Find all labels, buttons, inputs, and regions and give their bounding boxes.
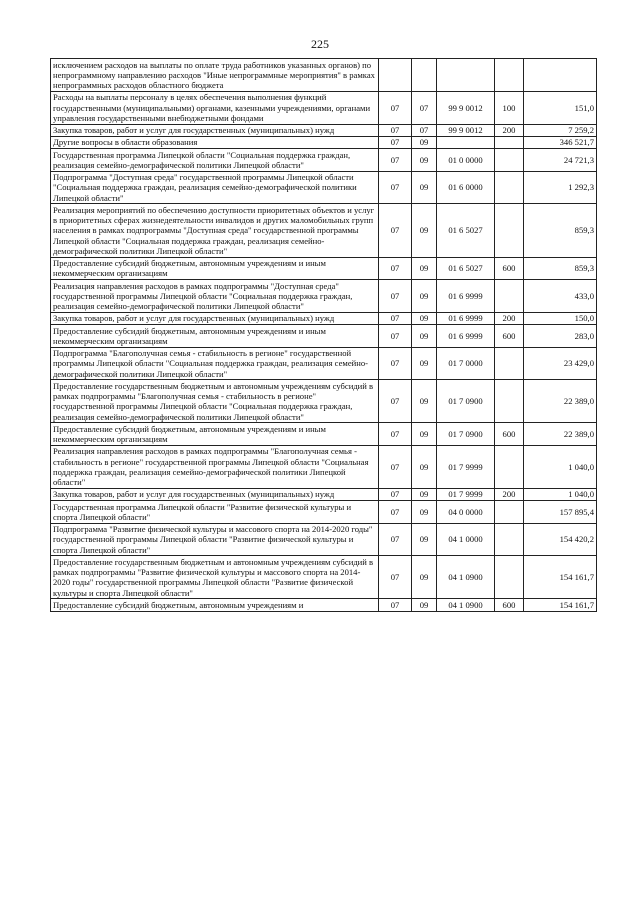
target-article-code-cell: 01 6 9999 bbox=[437, 280, 495, 313]
table-row bbox=[51, 501, 597, 524]
section-code-cell: 07 bbox=[379, 257, 412, 280]
subsection-code-cell: 09 bbox=[412, 380, 437, 423]
subsection-code-cell: 09 bbox=[412, 280, 437, 313]
subsection-code-cell: 09 bbox=[412, 136, 437, 148]
section-code-cell: 07 bbox=[379, 171, 412, 204]
item-name-cell: Предоставление государственным бюджетным и автономным учреждениям субсидий в рамках подпрограммы "Благополучная семья - стабильность в регионе" государственной программы Липецкой области "Социальная поддержка граждан, реализация семейно-демографической политики Липецкой области" bbox=[51, 380, 379, 423]
table-row bbox=[51, 280, 597, 313]
amount-cell: 433,0 bbox=[524, 280, 597, 313]
table-row bbox=[51, 312, 597, 324]
table-row bbox=[51, 423, 597, 446]
expense-type-code-cell bbox=[495, 136, 524, 148]
expense-type-code-cell bbox=[495, 380, 524, 423]
target-article-code-cell: 01 6 9999 bbox=[437, 325, 495, 348]
amount-cell: 7 259,2 bbox=[524, 124, 597, 136]
item-name-cell: Подпрограмма "Благополучная семья - стабильность в регионе" государственной программы Липецкой области "Социальная поддержка граждан, реализация семейно-демографической политики Липецкой области" bbox=[51, 347, 379, 380]
section-code-cell: 07 bbox=[379, 91, 412, 124]
expense-type-code-cell: 600 bbox=[495, 325, 524, 348]
subsection-code-cell: 09 bbox=[412, 445, 437, 488]
table-row bbox=[51, 59, 597, 92]
expense-type-code-cell bbox=[495, 280, 524, 313]
item-name-cell: Расходы на выплаты персоналу в целях обеспечения выполнения функций государственными (муниципальными) органами, казенными учреждениями, органами управления государственными внебюджетными фондами bbox=[51, 91, 379, 124]
amount-cell bbox=[524, 59, 597, 92]
amount-cell: 154 161,7 bbox=[524, 556, 597, 599]
expense-type-code-cell bbox=[495, 347, 524, 380]
section-code-cell: 07 bbox=[379, 423, 412, 446]
target-article-code-cell bbox=[437, 59, 495, 92]
target-article-code-cell: 99 9 0012 bbox=[437, 124, 495, 136]
amount-cell: 23 429,0 bbox=[524, 347, 597, 380]
expense-type-code-cell: 200 bbox=[495, 312, 524, 324]
section-code-cell: 07 bbox=[379, 380, 412, 423]
section-code-cell: 07 bbox=[379, 599, 412, 611]
section-code-cell: 07 bbox=[379, 325, 412, 348]
subsection-code-cell: 09 bbox=[412, 325, 437, 348]
item-name-cell: Государственная программа Липецкой области "Социальная поддержка граждан, реализация семейно-демографической политики Липецкой области" bbox=[51, 149, 379, 172]
item-name-cell: Предоставление субсидий бюджетным, автономным учреждениям и иным некоммерческим организациям bbox=[51, 257, 379, 280]
subsection-code-cell: 09 bbox=[412, 149, 437, 172]
item-name-cell: Другие вопросы в области образования bbox=[51, 136, 379, 148]
amount-cell: 151,0 bbox=[524, 91, 597, 124]
item-name-cell: Государственная программа Липецкой области "Развитие физической культуры и спорта Липецкой области" bbox=[51, 501, 379, 524]
section-code-cell: 07 bbox=[379, 204, 412, 257]
expense-type-code-cell bbox=[495, 445, 524, 488]
section-code-cell: 07 bbox=[379, 523, 412, 556]
table-row bbox=[51, 556, 597, 599]
amount-cell: 154 161,7 bbox=[524, 599, 597, 611]
expense-type-code-cell bbox=[495, 501, 524, 524]
item-name-cell: Реализация направления расходов в рамках подпрограммы "Доступная среда" государственной программы Липецкой области "Социальная поддержка граждан, реализация семейно-демографической политики Липецкой области" bbox=[51, 280, 379, 313]
budget-table bbox=[50, 58, 597, 612]
table-row bbox=[51, 257, 597, 280]
section-code-cell: 07 bbox=[379, 347, 412, 380]
table-row bbox=[51, 599, 597, 611]
target-article-code-cell: 01 7 9999 bbox=[437, 445, 495, 488]
item-name-cell: Предоставление субсидий бюджетным, автономным учреждениям и иным некоммерческим организациям bbox=[51, 325, 379, 348]
subsection-code-cell: 07 bbox=[412, 124, 437, 136]
subsection-code-cell bbox=[412, 59, 437, 92]
table-row bbox=[51, 488, 597, 500]
section-code-cell: 07 bbox=[379, 124, 412, 136]
subsection-code-cell: 09 bbox=[412, 556, 437, 599]
amount-cell: 24 721,3 bbox=[524, 149, 597, 172]
expense-type-code-cell bbox=[495, 149, 524, 172]
target-article-code-cell: 04 1 0900 bbox=[437, 556, 495, 599]
amount-cell: 150,0 bbox=[524, 312, 597, 324]
amount-cell: 1 292,3 bbox=[524, 171, 597, 204]
amount-cell: 154 420,2 bbox=[524, 523, 597, 556]
expense-type-code-cell: 200 bbox=[495, 124, 524, 136]
subsection-code-cell: 09 bbox=[412, 488, 437, 500]
target-article-code-cell: 01 6 0000 bbox=[437, 171, 495, 204]
subsection-code-cell: 09 bbox=[412, 347, 437, 380]
item-name-cell: Закупка товаров, работ и услуг для государственных (муниципальных) нужд bbox=[51, 124, 379, 136]
item-name-cell: Предоставление субсидий бюджетным, автономным учреждениям и bbox=[51, 599, 379, 611]
expense-type-code-cell bbox=[495, 556, 524, 599]
table-row bbox=[51, 171, 597, 204]
table-row bbox=[51, 523, 597, 556]
target-article-code-cell: 04 0 0000 bbox=[437, 501, 495, 524]
target-article-code-cell bbox=[437, 136, 495, 148]
section-code-cell: 07 bbox=[379, 445, 412, 488]
expense-type-code-cell bbox=[495, 171, 524, 204]
item-name-cell: Закупка товаров, работ и услуг для государственных (муниципальных) нужд bbox=[51, 312, 379, 324]
section-code-cell: 07 bbox=[379, 280, 412, 313]
subsection-code-cell: 09 bbox=[412, 171, 437, 204]
target-article-code-cell: 01 7 0900 bbox=[437, 380, 495, 423]
section-code-cell: 07 bbox=[379, 501, 412, 524]
expense-type-code-cell bbox=[495, 204, 524, 257]
amount-cell: 283,0 bbox=[524, 325, 597, 348]
section-code-cell: 07 bbox=[379, 312, 412, 324]
amount-cell: 1 040,0 bbox=[524, 488, 597, 500]
item-name-cell: Реализация направления расходов в рамках подпрограммы "Благополучная семья - стабильность в регионе" государственной программы Липецкой области "Социальная поддержка граждан, реализация семейно-демографической политики Липецкой области" bbox=[51, 445, 379, 488]
table-row bbox=[51, 136, 597, 148]
target-article-code-cell: 04 1 0000 bbox=[437, 523, 495, 556]
target-article-code-cell: 99 9 0012 bbox=[437, 91, 495, 124]
section-code-cell: 07 bbox=[379, 149, 412, 172]
expense-type-code-cell: 600 bbox=[495, 423, 524, 446]
budget-table-body bbox=[51, 59, 597, 612]
amount-cell: 859,3 bbox=[524, 257, 597, 280]
amount-cell: 22 389,0 bbox=[524, 423, 597, 446]
item-name-cell: Предоставление государственным бюджетным и автономным учреждениям субсидий в рамках подпрограммы "Развитие физической культуры и массового спорта на 2014-2020 годы" государственной программы Липецкой области "Развитие физической культуры и спорта Липецкой области" bbox=[51, 556, 379, 599]
target-article-code-cell: 01 6 5027 bbox=[437, 204, 495, 257]
amount-cell: 22 389,0 bbox=[524, 380, 597, 423]
table-row bbox=[51, 204, 597, 257]
amount-cell: 346 521,7 bbox=[524, 136, 597, 148]
subsection-code-cell: 09 bbox=[412, 523, 437, 556]
table-row bbox=[51, 149, 597, 172]
table-row bbox=[51, 124, 597, 136]
target-article-code-cell: 01 7 0000 bbox=[437, 347, 495, 380]
subsection-code-cell: 09 bbox=[412, 257, 437, 280]
target-article-code-cell: 01 7 0900 bbox=[437, 423, 495, 446]
item-name-cell: Предоставление субсидий бюджетным, автономным учреждениям и иным некоммерческим организациям bbox=[51, 423, 379, 446]
page-number: 225 bbox=[311, 37, 329, 51]
subsection-code-cell: 09 bbox=[412, 501, 437, 524]
expense-type-code-cell bbox=[495, 523, 524, 556]
section-code-cell bbox=[379, 59, 412, 92]
expense-type-code-cell: 600 bbox=[495, 599, 524, 611]
subsection-code-cell: 09 bbox=[412, 599, 437, 611]
target-article-code-cell: 01 6 9999 bbox=[437, 312, 495, 324]
subsection-code-cell: 09 bbox=[412, 423, 437, 446]
target-article-code-cell: 04 1 0900 bbox=[437, 599, 495, 611]
target-article-code-cell: 01 7 9999 bbox=[437, 488, 495, 500]
expense-type-code-cell: 600 bbox=[495, 257, 524, 280]
target-article-code-cell: 01 6 5027 bbox=[437, 257, 495, 280]
subsection-code-cell: 09 bbox=[412, 312, 437, 324]
item-name-cell: Подпрограмма "Доступная среда" государственной программы Липецкой области "Социальная поддержка граждан, реализация семейно-демографической политики Липецкой области" bbox=[51, 171, 379, 204]
amount-cell: 1 040,0 bbox=[524, 445, 597, 488]
section-code-cell: 07 bbox=[379, 556, 412, 599]
table-row bbox=[51, 445, 597, 488]
amount-cell: 859,3 bbox=[524, 204, 597, 257]
table-row bbox=[51, 91, 597, 124]
expense-type-code-cell: 200 bbox=[495, 488, 524, 500]
amount-cell: 157 895,4 bbox=[524, 501, 597, 524]
expense-type-code-cell: 100 bbox=[495, 91, 524, 124]
expense-type-code-cell bbox=[495, 59, 524, 92]
item-name-cell: Реализация мероприятий по обеспечению доступности приоритетных объектов и услуг в приоритетных сферах жизнедеятельности инвалидов и других маломобильных групп населения в рамках подпрограммы "Доступная среда" государственной программы Липецкой области "Социальная поддержка граждан, реализация семейно-демографической политики Липецкой области" bbox=[51, 204, 379, 257]
section-code-cell: 07 bbox=[379, 488, 412, 500]
section-code-cell: 07 bbox=[379, 136, 412, 148]
item-name-cell: исключением расходов на выплаты по оплате труда работников указанных органов) по непрограммному направлению расходов "Иные непрограммные мероприятия" в рамках непрограммных расходов областного бюджета bbox=[51, 59, 379, 92]
target-article-code-cell: 01 0 0000 bbox=[437, 149, 495, 172]
subsection-code-cell: 09 bbox=[412, 204, 437, 257]
table-row bbox=[51, 380, 597, 423]
item-name-cell: Закупка товаров, работ и услуг для государственных (муниципальных) нужд bbox=[51, 488, 379, 500]
subsection-code-cell: 07 bbox=[412, 91, 437, 124]
table-row bbox=[51, 325, 597, 348]
item-name-cell: Подпрограмма "Развитие физической культуры и массового спорта на 2014-2020 годы" государственной программы Липецкой области "Развитие физической культуры и спорта Липецкой области" bbox=[51, 523, 379, 556]
table-row bbox=[51, 347, 597, 380]
